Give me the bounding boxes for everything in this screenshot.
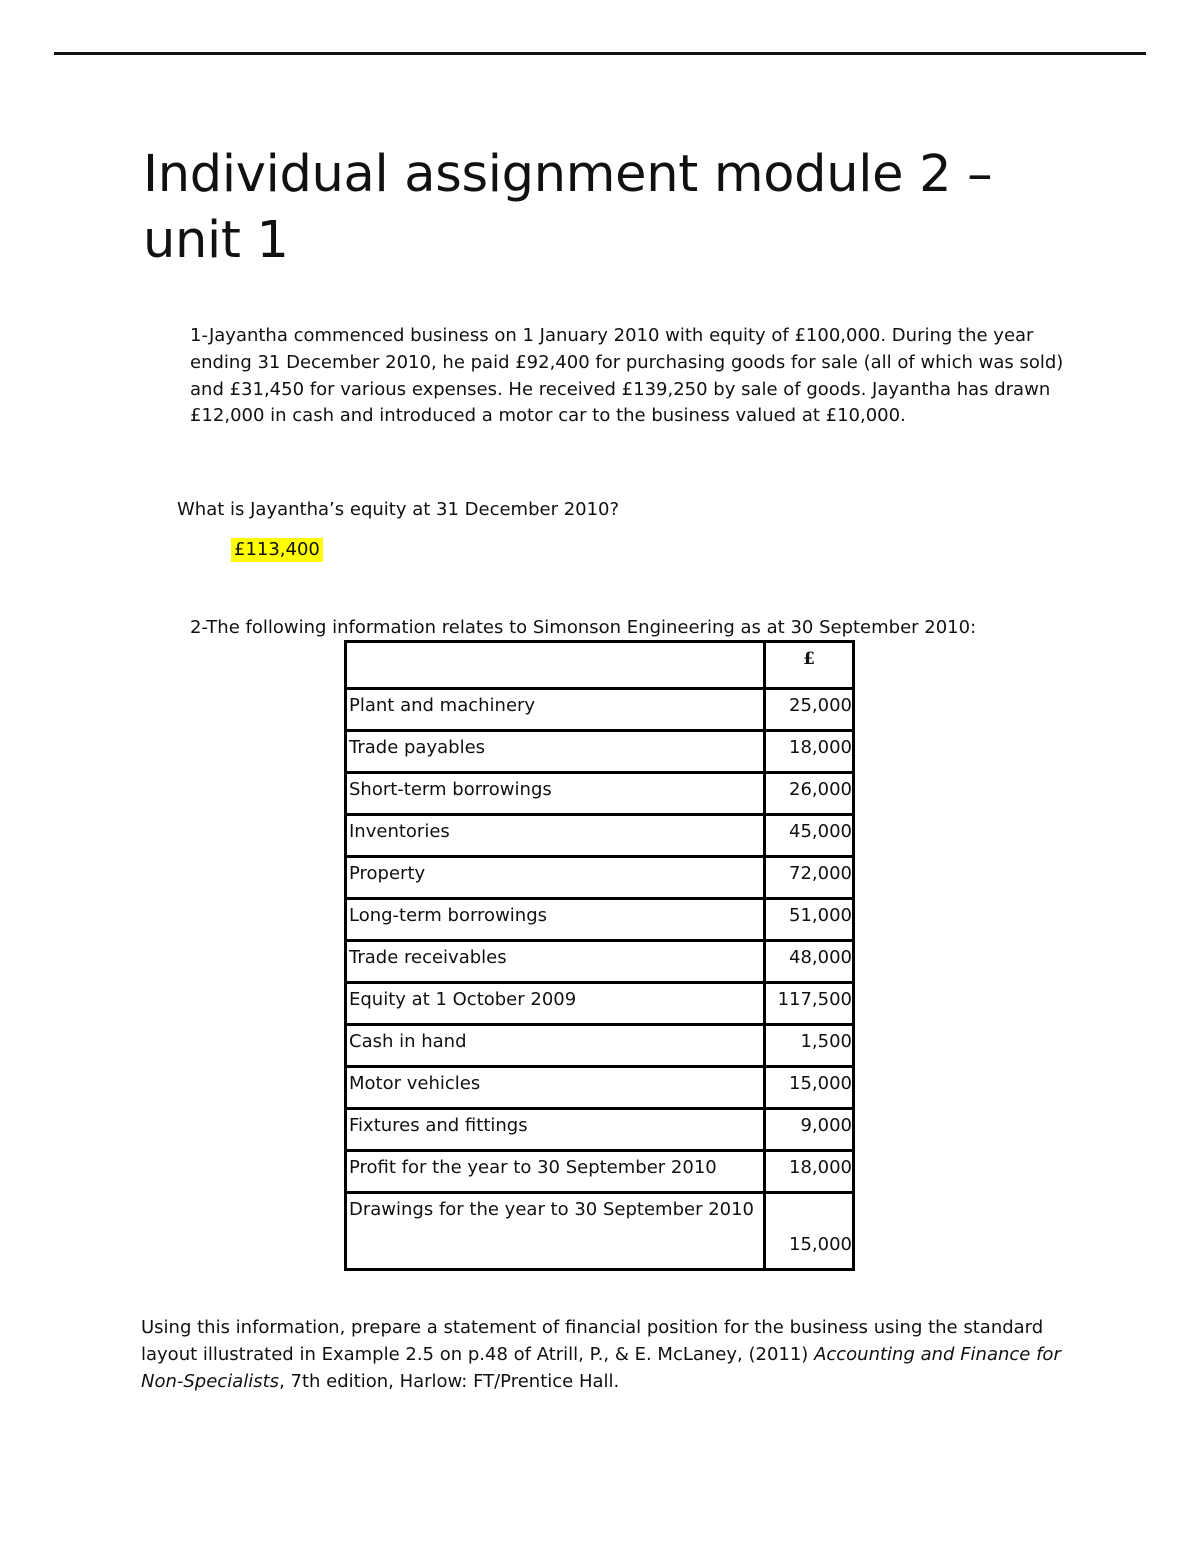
- row-amount-cell: 18,000: [765, 731, 854, 773]
- row-amount-cell: 45,000: [765, 815, 854, 857]
- table-row: [346, 857, 854, 899]
- header-item-cell: [346, 642, 765, 689]
- table-row: [346, 1193, 854, 1270]
- table-row: [346, 899, 854, 941]
- financial-info-table: [344, 640, 855, 1271]
- row-amount-cell: 117,500: [765, 983, 854, 1025]
- row-amount-cell: 18,000: [765, 1151, 854, 1193]
- row-item-cell: Fixtures and fittings: [346, 1109, 765, 1151]
- instructions: [141, 1314, 1061, 1395]
- row-item-cell: Drawings for the year to 30 September 2010: [346, 1193, 765, 1270]
- row-amount-cell: 72,000: [765, 857, 854, 899]
- table-row: [346, 689, 854, 731]
- row-item-cell: Long-term borrowings: [346, 899, 765, 941]
- table-row: [346, 1067, 854, 1109]
- row-amount-cell: 48,000: [765, 941, 854, 983]
- instructions-text: Using this information, prepare a statement of financial position for the business using the standard layout illustrated in Example 2.5 on p.48 of Atrill, P., & E. McLaney, (2011): [141, 1317, 1044, 1365]
- table-row: [346, 815, 854, 857]
- row-amount-cell: 51,000: [765, 899, 854, 941]
- row-amount-cell: 26,000: [765, 773, 854, 815]
- row-item-cell: Motor vehicles: [346, 1067, 765, 1109]
- page-title: Individual assignment module 2 – unit 1: [143, 145, 993, 270]
- table-row: [346, 773, 854, 815]
- row-item-cell: Short-term borrowings: [346, 773, 765, 815]
- question-1-text: 1-Jayantha commenced business on 1 January 2010 with equity of £100,000. During the year ending 31 December 2010, he paid £92,400 for purchasing goods for sale (all of which was sold) and £31,450 for various expenses. He received £139,250 by sale of goods. Jayantha has drawn £12,000 in cash and introduced a motor car to the business valued at £10,000.: [190, 325, 1064, 427]
- row-item-cell: Equity at 1 October 2009: [346, 983, 765, 1025]
- row-item-cell: Profit for the year to 30 September 2010: [346, 1151, 765, 1193]
- question-1-answer: £113,400: [231, 538, 323, 562]
- book-title: Accounting and Finance for Non-Specialists: [141, 1344, 1061, 1392]
- table-row: [346, 1151, 854, 1193]
- question-2-intro: 2-The following information relates to Simonson Engineering as at 30 September 2010:: [190, 617, 977, 638]
- row-amount-cell: 1,500: [765, 1025, 854, 1067]
- row-amount-cell: 9,000: [765, 1109, 854, 1151]
- row-amount-cell: 15,000: [765, 1193, 854, 1270]
- table-header-row: [346, 642, 854, 689]
- row-item-cell: Trade receivables: [346, 941, 765, 983]
- row-item-cell: Property: [346, 857, 765, 899]
- row-item-cell: Cash in hand: [346, 1025, 765, 1067]
- top-rule: [54, 52, 1146, 55]
- row-amount-cell: 15,000: [765, 1067, 854, 1109]
- table-row: [346, 941, 854, 983]
- row-item-cell: Trade payables: [346, 731, 765, 773]
- table-row: [346, 1025, 854, 1067]
- row-item-cell: Inventories: [346, 815, 765, 857]
- table-row: [346, 1109, 854, 1151]
- row-item-cell: Plant and machinery: [346, 689, 765, 731]
- header-amount-cell: £: [765, 642, 854, 689]
- question-1-ask: What is Jayantha’s equity at 31 December 2010?: [177, 499, 620, 520]
- table-row: [346, 983, 854, 1025]
- row-amount-cell: 25,000: [765, 689, 854, 731]
- instructions-tail: , 7th edition, Harlow: FT/Prentice Hall.: [279, 1371, 620, 1392]
- table-body: [346, 689, 854, 1270]
- table-row: [346, 731, 854, 773]
